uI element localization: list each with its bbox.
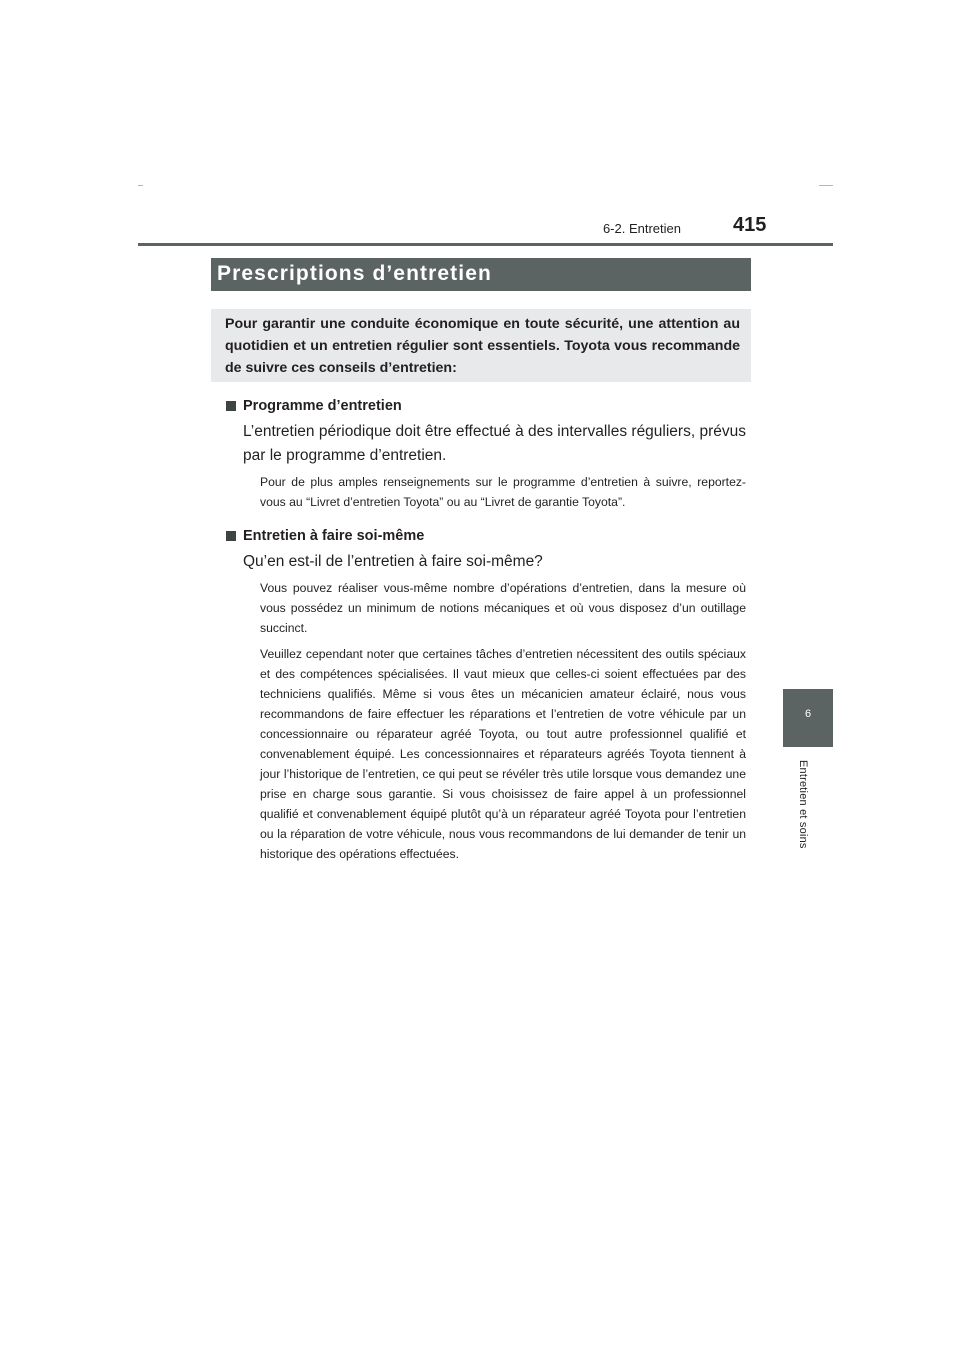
section-lead: Qu’en est-il de l’entretien à faire soi-même? [243, 553, 543, 570]
page-title: Prescriptions d’entretien [211, 258, 751, 291]
section-lead: L’entretien périodique doit être effectué à des intervalles réguliers, prévus par le programme d’entretien. [243, 423, 746, 464]
section-note: Pour de plus amples renseignements sur le programme d’entretien à suivre, reportez-vous au “Livret d’entretien Toyota” ou au “Livret de garantie Toyota”. [260, 475, 746, 509]
section-heading [224, 396, 746, 417]
content [224, 396, 746, 864]
header-rule [138, 243, 833, 246]
section-label: 6-2. Entretien [602, 221, 681, 236]
section-note: Vous pouvez réaliser vous-même nombre d’opérations d’entretien, dans la mesure où vous possédez un minimum de notions mécaniques et où vous disposez d’un outillage succinct. [260, 581, 746, 635]
crop-mark-left [138, 185, 143, 186]
section-heading-text: Programme d’entretien [243, 398, 402, 414]
page-number: 415 [733, 214, 767, 236]
chapter-title: Entretien et soins [797, 760, 809, 849]
square-bullet-icon [226, 531, 236, 541]
section-heading-text: Entretien à faire soi-même [243, 528, 425, 544]
square-bullet-icon [226, 401, 236, 411]
crop-mark-right [819, 185, 833, 186]
section-note: Veuillez cependant noter que certaines tâches d’entretien nécessitent des outils spéciaux et des compétences spécialisées. Il vaut mieux que celles-ci soient effectuées par des techniciens qualifiés. Même si vous êtes un mécanicien amateur éclairé, nous vous recommandons de faire effectuer les réparations et l’entretien de votre véhicule par un concessionnaire ou réparateur agréé Toyota, ou tout autre professionnel qualifié et convenablement équipé. Les concessionnaires et réparateurs agréés Toyota tiennent à jour l’historique de l’entretien, ce qui peut se révéler très utile lorsque vous demandez une prise en charge sous garantie. Si vous choisissez de faire appel à un professionnel qualifié et convenablement équipé plutôt qu’à un réparateur agréé Toyota pour l’entretien ou la réparation de votre véhicule, nous vous recommandons de lui demander de tenir un historique des opérations effectuées. [260, 647, 746, 861]
intro-box: Pour garantir une conduite économique en toute sécurité, une attention au quotidien et un entretien régulier sont essentiels. Toyota vous recommande de suivre ces conseils d’entretien: [211, 309, 751, 382]
section-heading [224, 526, 746, 547]
chapter-tab: 6 [783, 689, 833, 747]
